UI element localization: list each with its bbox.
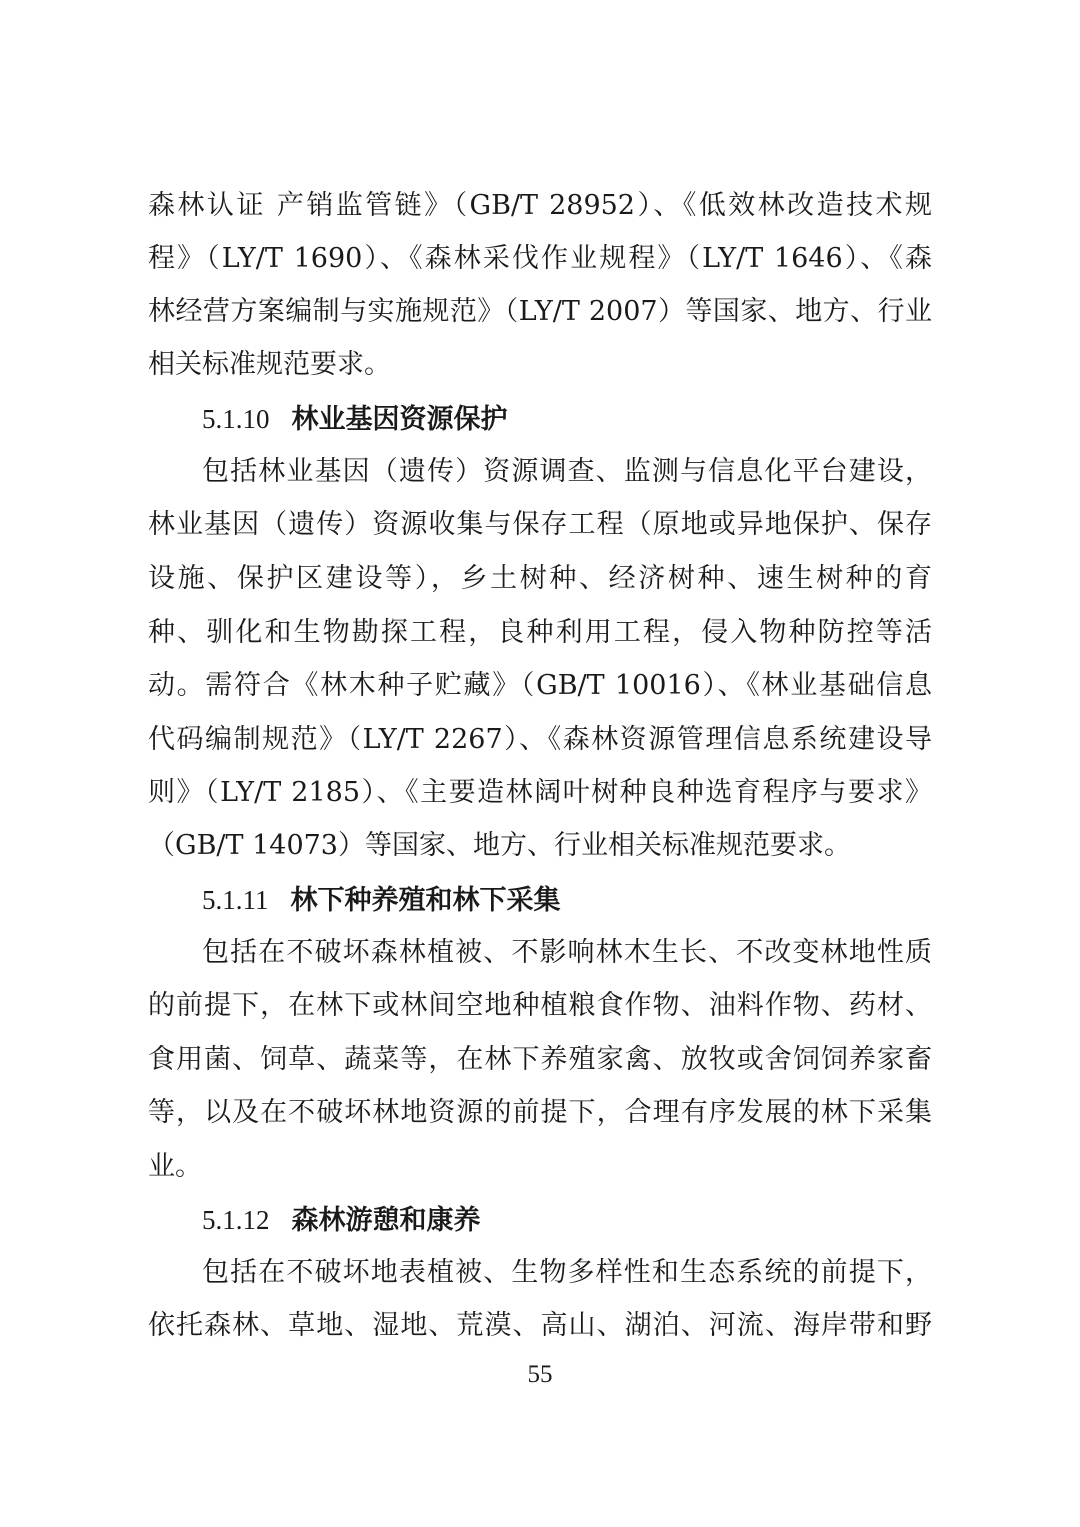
section-heading-5-1-11 (202, 884, 561, 917)
section-number: 5.1.10 (202, 404, 270, 434)
text-line: 则》（LY/T 2185）、《主要造林阔叶树种良种选育程序与要求》 (148, 777, 932, 808)
text-line: 林业基因（遗传）资源收集与保存工程（原地或异地保护、保存 (148, 509, 932, 540)
page-number: 55 (527, 1361, 553, 1388)
section-title: 林业基因资源保护 (291, 404, 508, 435)
text-line: 动。需符合《林木种子贮藏》（GB/T 10016）、《林业基础信息 (148, 670, 932, 701)
text-line: 设施、保护区建设等），乡土树种、经济树种、速生树种的育 (148, 563, 932, 594)
section-number: 5.1.12 (202, 1205, 270, 1235)
text-line: 代码编制规范》（LY/T 2267）、《森林资源管理信息系统建设导 (148, 724, 932, 755)
section-title: 森林游憩和康养 (291, 1205, 481, 1236)
section-title: 林下种养殖和林下采集 (290, 885, 561, 916)
text-line: 食用菌、饲草、蔬菜等，在林下养殖家禽、放牧或舍饲饲养家畜 (148, 1044, 932, 1075)
text-line: 依托森林、草地、湿地、荒漠、高山、湖泊、河流、海岸带和野 (148, 1310, 932, 1341)
text-line: 的前提下，在林下或林间空地种植粮食作物、油料作物、药材、 (148, 990, 932, 1021)
text-line: 业。 (148, 1151, 202, 1182)
section-heading-5-1-12 (202, 1204, 481, 1237)
text-line: 等，以及在不破坏林地资源的前提下，合理有序发展的林下采集 (148, 1097, 932, 1128)
text-line: 包括在不破坏森林植被、不影响林木生长、不改变林地性质 (202, 937, 932, 968)
text-line: 森林认证 产销监管链》（GB/T 28952）、《低效林改造技术规 (148, 190, 932, 221)
text-line: 包括林业基因（遗传）资源调查、监测与信息化平台建设， (202, 456, 932, 487)
text-line: （GB/T 14073）等国家、地方、行业相关标准规范要求。 (148, 830, 851, 861)
text-line: 包括在不破坏地表植被、生物多样性和生态系统的前提下， (202, 1257, 932, 1288)
text-line: 程》（LY/T 1690）、《森林采伐作业规程》（LY/T 1646）、《森 (148, 243, 932, 274)
text-line: 种、驯化和生物勘探工程，良种利用工程，侵入物种防控等活 (148, 617, 932, 648)
section-number: 5.1.11 (202, 885, 269, 915)
text-line: 相关标准规范要求。 (148, 349, 391, 380)
text-line: 林经营方案编制与实施规范》（LY/T 2007）等国家、地方、行业 (148, 296, 932, 327)
section-heading-5-1-10 (202, 403, 508, 436)
